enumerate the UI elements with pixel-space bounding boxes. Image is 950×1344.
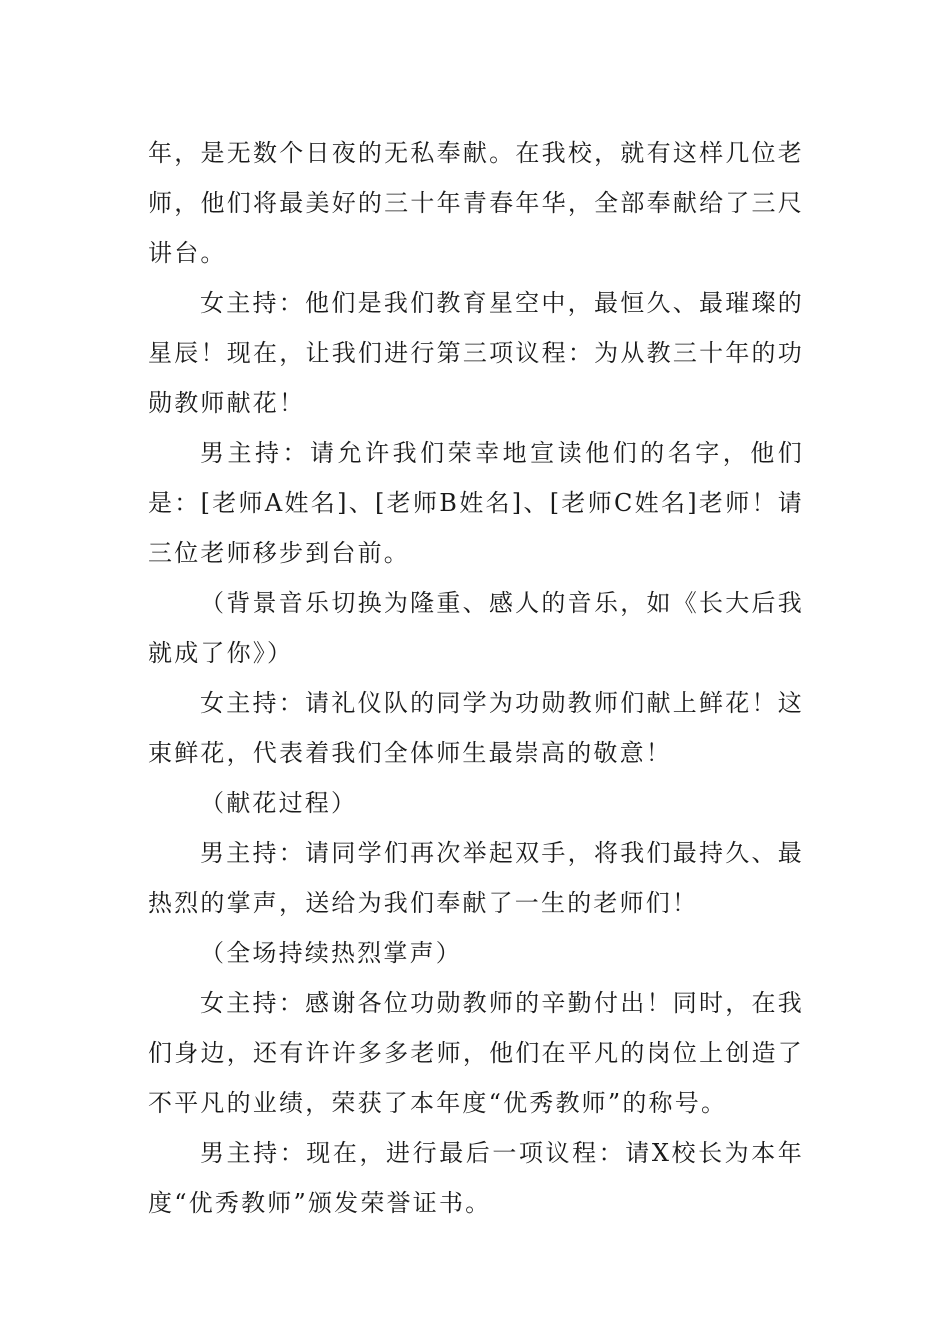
paragraph-female-host-1: 女主持：他们是我们教育星空中，最恒久、最璀璨的星辰！现在，让我们进行第三项议程：为从教三十年的功勋教师献花！ [148, 289, 804, 417]
document-page [148, 128, 804, 1228]
stage-direction-applause: （全场持续热烈掌声） [200, 939, 462, 967]
paragraph-male-host-3: 男主持：现在，进行最后一项议程：请X校长为本年度“优秀教师”颁发荣誉证书。 [148, 1139, 804, 1217]
paragraph-male-host-2: 男主持：请同学们再次举起双手，将我们最持久、最热烈的掌声，送给为我们奉献了一生的老师们！ [148, 839, 804, 917]
paragraph-female-host-2: 女主持：请礼仪队的同学为功勋教师们献上鲜花！这束鲜花，代表着我们全体师生最崇高的敬意！ [148, 689, 804, 767]
paragraph-female-host-3: 女主持：感谢各位功勋教师的辛勤付出！同时，在我们身边，还有许许多多老师，他们在平凡的岗位上创造了不平凡的业绩，荣获了本年度“优秀教师”的称号。 [148, 989, 804, 1117]
paragraph-male-host-1: 男主持：请允许我们荣幸地宣读他们的名字，他们是：[老师A姓名]、[老师B姓名]、[老师C姓名]老师！请三位老师移步到台前。 [148, 439, 804, 567]
stage-direction-flowers: （献花过程） [200, 789, 358, 817]
stage-direction-music: （背景音乐切换为隆重、感人的音乐，如《长大后我就成了你》） [148, 589, 804, 667]
paragraph-continuation: 年，是无数个日夜的无私奉献。在我校，就有这样几位老师，他们将最美好的三十年青春年华，全部奉献给了三尺讲台。 [148, 139, 804, 267]
